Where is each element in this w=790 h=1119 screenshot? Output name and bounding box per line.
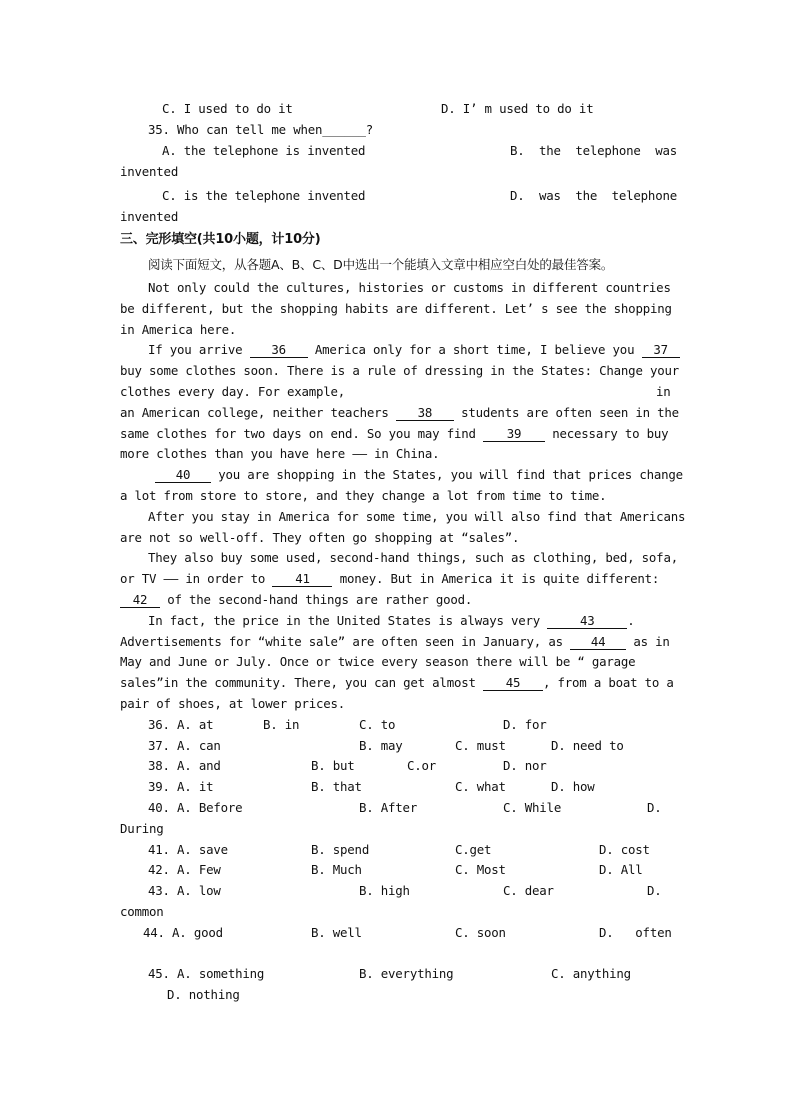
passage-line: 42 of the second-hand things are rather good. [120,592,472,608]
passage-line: are not so well-off. They often go shopping at “sales”. [120,530,520,545]
q35-option-c: C. is the telephone invented [162,188,366,203]
q42-option-d: D. All [599,862,643,877]
q40-option-b: B. After [359,800,418,815]
q36-option-d: D. for [503,717,547,732]
q40-option-d-wrap: During [120,821,164,836]
passage-line: 40 you are shopping in the States, you will find that prices change [155,467,683,483]
blank-38: 38 [396,406,454,421]
q41-option-c: C.get [455,842,492,857]
passage-line: pair of shoes, at lower prices. [120,696,346,711]
passage-line: more clothes than you have here ―― in China. [120,446,440,461]
q44-option-c: C. soon [455,925,506,940]
blank-45: 45 [483,676,543,691]
q35-option-b: B. the telephone was [510,143,677,158]
q34-option-d: D. I’ m used to do it [441,101,594,116]
q37-option-b: B. may [359,738,403,753]
blank-36: 36 [250,343,308,358]
blank-44: 44 [570,635,626,650]
q35-option-d-wrap: invented [120,209,179,224]
q38-option-d: D. nor [503,758,547,773]
q38-option-c: C.or [407,758,437,773]
blank-43: 43 [547,614,627,629]
q38-option-a: 38. A. and [148,758,221,773]
passage-line: in America here. [120,322,237,337]
q40-option-a: 40. A. Before [148,800,243,815]
q45-option-d: D. nothing [167,987,240,1002]
passage-line: or TV ―― in order to 41 money. But in America it is quite different: [120,571,660,586]
blank-42: 42 [120,593,160,608]
passage-line: May and June or July. Once or twice every season there will be “ garage [120,654,636,669]
q36-option-b: B. in [263,717,300,732]
q39-option-a: 39. A. it [148,779,214,794]
q44-option-d: D. often [599,925,672,940]
passage-line: an American college, neither teachers 38 students are often seen in the [120,405,679,420]
q38-option-b: B. but [311,758,355,773]
q43-option-a: 43. A. low [148,883,221,898]
blank-41: 41 [272,572,332,587]
passage-line: same clothes for two days on end. So you may find 39 necessary to buy [120,426,669,441]
q37-option-c: C. must [455,738,506,753]
q45-option-c: C. anything [551,966,631,981]
q37-option-d: D. need to [551,738,624,753]
q40-option-c: C. While [503,800,562,815]
q36-option-a: 36. A. at [148,717,214,732]
passage-line: in [656,384,671,399]
q35-option-d: D. was the telephone [510,188,677,203]
section-instruction: 阅读下面短文，从各题A、B、C、D中选出一个能填入文章中相应空白处的最佳答案。 [148,257,614,272]
q36-option-c: C. to [359,717,396,732]
blank-40: 40 [155,468,211,483]
passage-line: In fact, the price in the United States is always very 43 . [148,613,635,628]
q41-option-a: 41. A. save [148,842,228,857]
q37-option-a: 37. A. can [148,738,221,753]
q39-option-c: C. what [455,779,506,794]
passage-line: clothes every day. For example, [120,384,346,399]
passage-line: sales”in the community. There, you can get almost 45 , from a boat to a [120,675,674,690]
passage-line: They also buy some used, second-hand things, such as clothing, bed, sofa, [148,550,678,565]
q44-option-a: 44. A. good [143,925,223,940]
blank-37: 37 [642,343,680,358]
q44-option-b: B. well [311,925,362,940]
q42-option-c: C. Most [455,862,506,877]
q43-option-d-wrap: common [120,904,164,919]
passage-line: After you stay in America for some time, you will also find that Americans [148,509,686,524]
q43-option-d: D. [647,883,662,898]
q39-option-d: D. how [551,779,595,794]
q39-option-b: B. that [311,779,362,794]
q40-option-d: D. [647,800,662,815]
q45-option-b: B. everything [359,966,454,981]
q45-option-a: 45. A. something [148,966,265,981]
q41-option-d: D. cost [599,842,650,857]
passage-line: buy some clothes soon. There is a rule of dressing in the States: Change your [120,363,680,378]
passage-line: be different, but the shopping habits are different. Let’ s see the shopping [120,301,672,316]
q43-option-c: C. dear [503,883,554,898]
q35-option-b-wrap: invented [120,164,179,179]
q42-option-a: 42. A. Few [148,862,221,877]
blank-39: 39 [483,427,545,442]
passage-line: Not only could the cultures, histories or customs in different countries [148,280,671,295]
q34-option-c: C. I used to do it [162,101,293,116]
passage-line: a lot from store to store, and they change a lot from time to time. [120,488,607,503]
q35-stem: 35. Who can tell me when______? [148,122,374,137]
passage-line: If you arrive 36 America only for a short time, I believe you 37 [148,342,680,358]
q41-option-b: B. spend [311,842,370,857]
q42-option-b: B. Much [311,862,362,877]
q35-option-a: A. the telephone is invented [162,143,366,158]
q43-option-b: B. high [359,883,410,898]
passage-line: Advertisements for “white sale” are often seen in January, as 44 as in [120,634,670,649]
section-heading: 三、完形填空(共10小题，计10分) [120,232,321,247]
